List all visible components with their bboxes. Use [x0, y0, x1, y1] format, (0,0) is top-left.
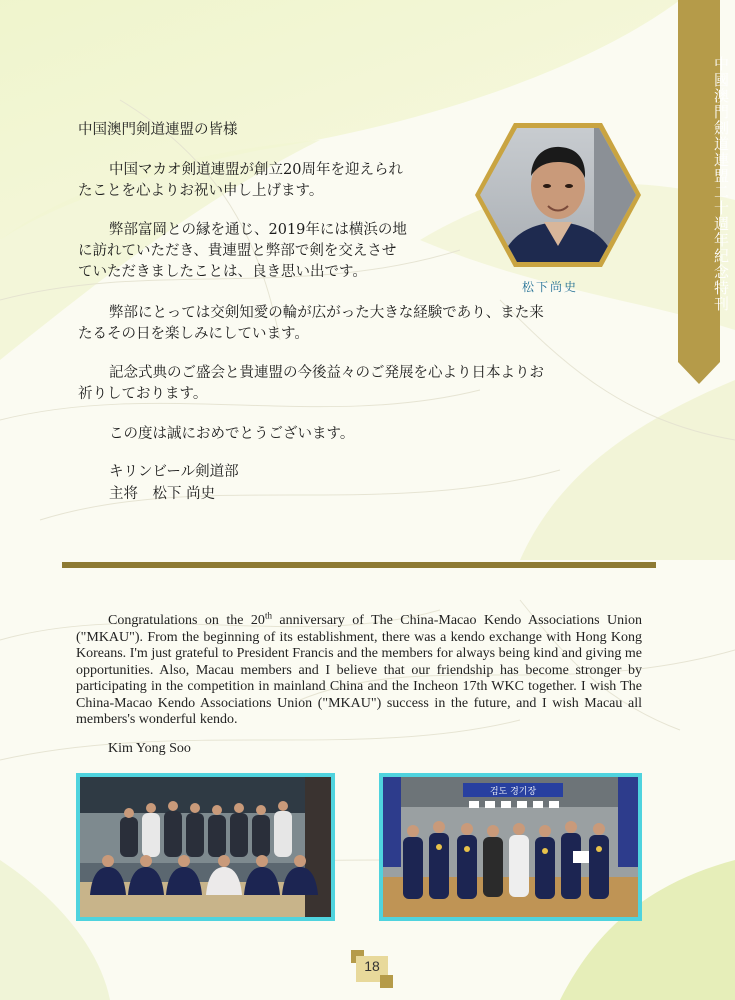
jp-para1-line1: 中国マカオ剣道連盟が創立20周年を迎えられ	[109, 162, 403, 178]
jp-para1-line2: たことを心よりお祝い申し上げます。	[78, 183, 324, 199]
jp-para4-line1: 記念式典のご盛会と貴連盟の今後益々のご発展を心より日本よりお	[109, 365, 544, 381]
section-divider	[62, 562, 656, 568]
signature-name: 主将 松下 尚史	[109, 486, 216, 502]
english-signature: Kim Yong Soo	[108, 741, 191, 756]
jp-para5: この度は誠におめでとうございます。	[109, 426, 355, 442]
banner-title: 中國澳門劍道連盟二十週年紀念特刊	[712, 56, 730, 312]
jp-para3-line1: 弊部にとっては交剣知愛の輪が広がった大きな経験であり、また来	[109, 305, 544, 321]
signature-organization: キリンビール剣道部	[109, 464, 239, 480]
page-number: 18	[364, 958, 380, 974]
english-text-start: Congratulations on the 20	[108, 613, 265, 628]
group-photo-left	[76, 773, 335, 921]
jp-para2-line1: 弊部富岡との縁を通じ、2019年には横浜の地	[109, 222, 407, 238]
vertical-title-banner	[678, 0, 730, 384]
portrait-caption: 松下尚史	[522, 280, 579, 294]
english-letter	[76, 610, 642, 729]
tournament-photo-right	[379, 773, 642, 921]
salutation: 中国澳門剣道連盟の皆様	[78, 122, 238, 138]
english-text-body: anniversary of The China-Macao Kendo Associations Union ("MKAU"). From the beginning of its establishment, there was a kendo exchange with Hong Kong Koreans. I'm just grateful to President Francis and the members for always being kind and giving me opportunities. Also, Macau members and I believe that our friendship has become stronger by participating in the competition in mainland China and the Incheon 17th WKC together. I wish The China-Macao Kendo Associations Union ("MKAU") success in the future, and I wish Macau all members's wonderful kendo.	[76, 613, 642, 727]
portrait-photo	[474, 122, 642, 268]
page-number-badge	[351, 950, 393, 988]
hall-banner-text: 검도 경기장	[489, 787, 537, 797]
jp-para2-line3: ていただきましたことは、良き思い出です。	[78, 264, 367, 280]
jp-para3-line2: たるその日を楽しみにしています。	[78, 326, 309, 342]
ordinal-suffix: th	[264, 610, 272, 621]
jp-para2-line2: に訪れていただき、貴連盟と弊部で剣を交えさせ	[78, 243, 397, 259]
jp-para4-line2: 祈りしております。	[78, 386, 208, 402]
